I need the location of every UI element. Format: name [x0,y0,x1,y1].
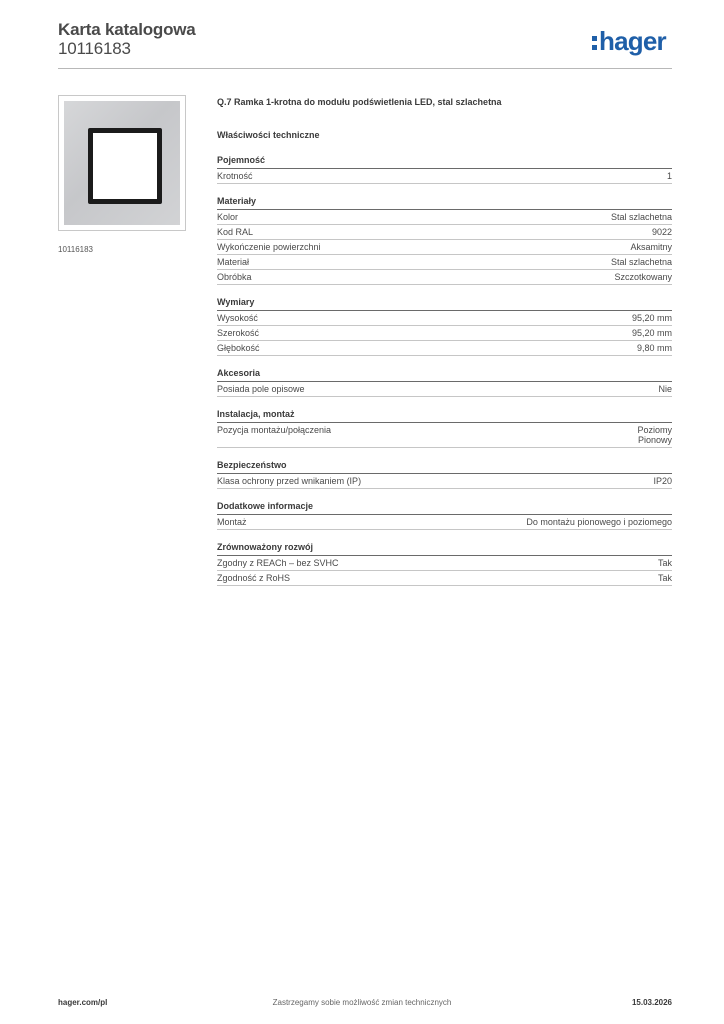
spec-section [217,297,672,356]
product-code: 10116183 [58,39,131,58]
spec-row [217,270,672,285]
document-title: Karta katalogowa [58,20,196,39]
spec-value [632,328,672,338]
spec-value-line: IP20 [653,476,672,486]
header-divider [58,68,672,69]
section-title: Instalacja, montaż [217,409,672,423]
spec-label: Zgodność z RoHS [217,573,291,583]
spec-row [217,225,672,240]
spec-row [217,326,672,341]
spec-value-line: Tak [657,558,672,568]
image-caption: 10116183 [58,245,93,254]
spec-row [217,423,672,448]
spec-section [217,460,672,489]
spec-value-line: 95,20 mm [631,328,672,338]
spec-value-line: Szczotkowany [614,272,672,282]
spec-value [653,476,672,486]
spec-value [630,242,672,252]
spec-value-line: Pionowy [637,435,672,445]
spec-section [217,501,672,530]
spec-value [611,257,672,267]
spec-value [658,558,672,568]
spec-section [217,155,672,184]
product-image [58,95,186,231]
frame-opening [88,128,162,204]
spec-label: Głębokość [217,343,260,353]
spec-value [667,171,672,181]
spec-row [217,571,672,586]
spec-value-line: 95,20 mm [631,313,672,323]
spec-label: Obróbka [217,272,252,282]
spec-row [217,382,672,397]
spec-label: Wysokość [217,313,258,323]
section-title: Wymiary [217,297,672,311]
spec-row [217,210,672,225]
spec-section [217,409,672,448]
spec-label: Szerokość [217,328,260,338]
section-title: Materiały [217,196,672,210]
spec-value [526,517,672,527]
footer-date: 15.03.2026 [631,998,672,1007]
spec-value [632,313,672,323]
spec-value [658,384,672,394]
spec-value-line: 1 [666,171,672,181]
spec-section [217,542,672,586]
footer-disclaimer: Zastrzegamy sobie możliwość zmian technicznych [272,998,452,1007]
spec-row [217,311,672,326]
spec-label: Materiał [217,257,250,267]
product-title: Q.7 Ramka 1-krotna do modułu podświetlenia LED, stal szlachetna [217,97,502,107]
spec-value-line: Do montażu pionowego i poziomego [526,517,672,527]
spec-value [611,212,672,222]
spec-row [217,515,672,530]
spec-label: Pozycja montażu/połączenia [217,425,332,435]
spec-value-line: Stal szlachetna [610,212,672,222]
technical-properties-heading: Właściwości techniczne [217,130,320,140]
spec-value [637,425,672,445]
spec-value [637,343,672,353]
spec-value-line: Aksamitny [630,242,672,252]
spec-row [217,169,672,184]
spec-label: Wykończenie powierzchni [217,242,321,252]
spec-sections [217,155,672,586]
spec-label: Montaż [217,517,247,527]
spec-row [217,341,672,356]
spec-value-line: Poziomy [637,425,672,435]
spec-row [217,255,672,270]
logo-text: hager [599,26,666,56]
logo-colon-icon [592,36,597,50]
footer-website: hager.com/pl [58,998,108,1007]
spec-row [217,240,672,255]
spec-label: Kod RAL [217,227,254,237]
spec-row [217,556,672,571]
spec-value-line: 9022 [651,227,672,237]
hager-logo [592,27,674,57]
spec-label: Zgodny z REACh – bez SVHC [217,558,339,568]
spec-value-line: Tak [657,573,672,583]
frame-plate [64,101,180,225]
spec-label: Krotność [217,171,253,181]
section-title: Zrównoważony rozwój [217,542,672,556]
spec-value-line: Nie [658,384,672,394]
section-title: Pojemność [217,155,672,169]
spec-label: Posiada pole opisowe [217,384,305,394]
spec-value [614,272,672,282]
spec-value [652,227,672,237]
section-title: Dodatkowe informacje [217,501,672,515]
spec-value-line: 9,80 mm [636,343,672,353]
spec-value [658,573,672,583]
spec-row [217,474,672,489]
section-title: Akcesoria [217,368,672,382]
spec-value-line: Stal szlachetna [610,257,672,267]
spec-content [217,96,672,586]
section-title: Bezpieczeństwo [217,460,672,474]
spec-section [217,368,672,397]
spec-label: Kolor [217,212,239,222]
spec-section [217,196,672,285]
spec-label: Klasa ochrony przed wnikaniem (IP) [217,476,362,486]
